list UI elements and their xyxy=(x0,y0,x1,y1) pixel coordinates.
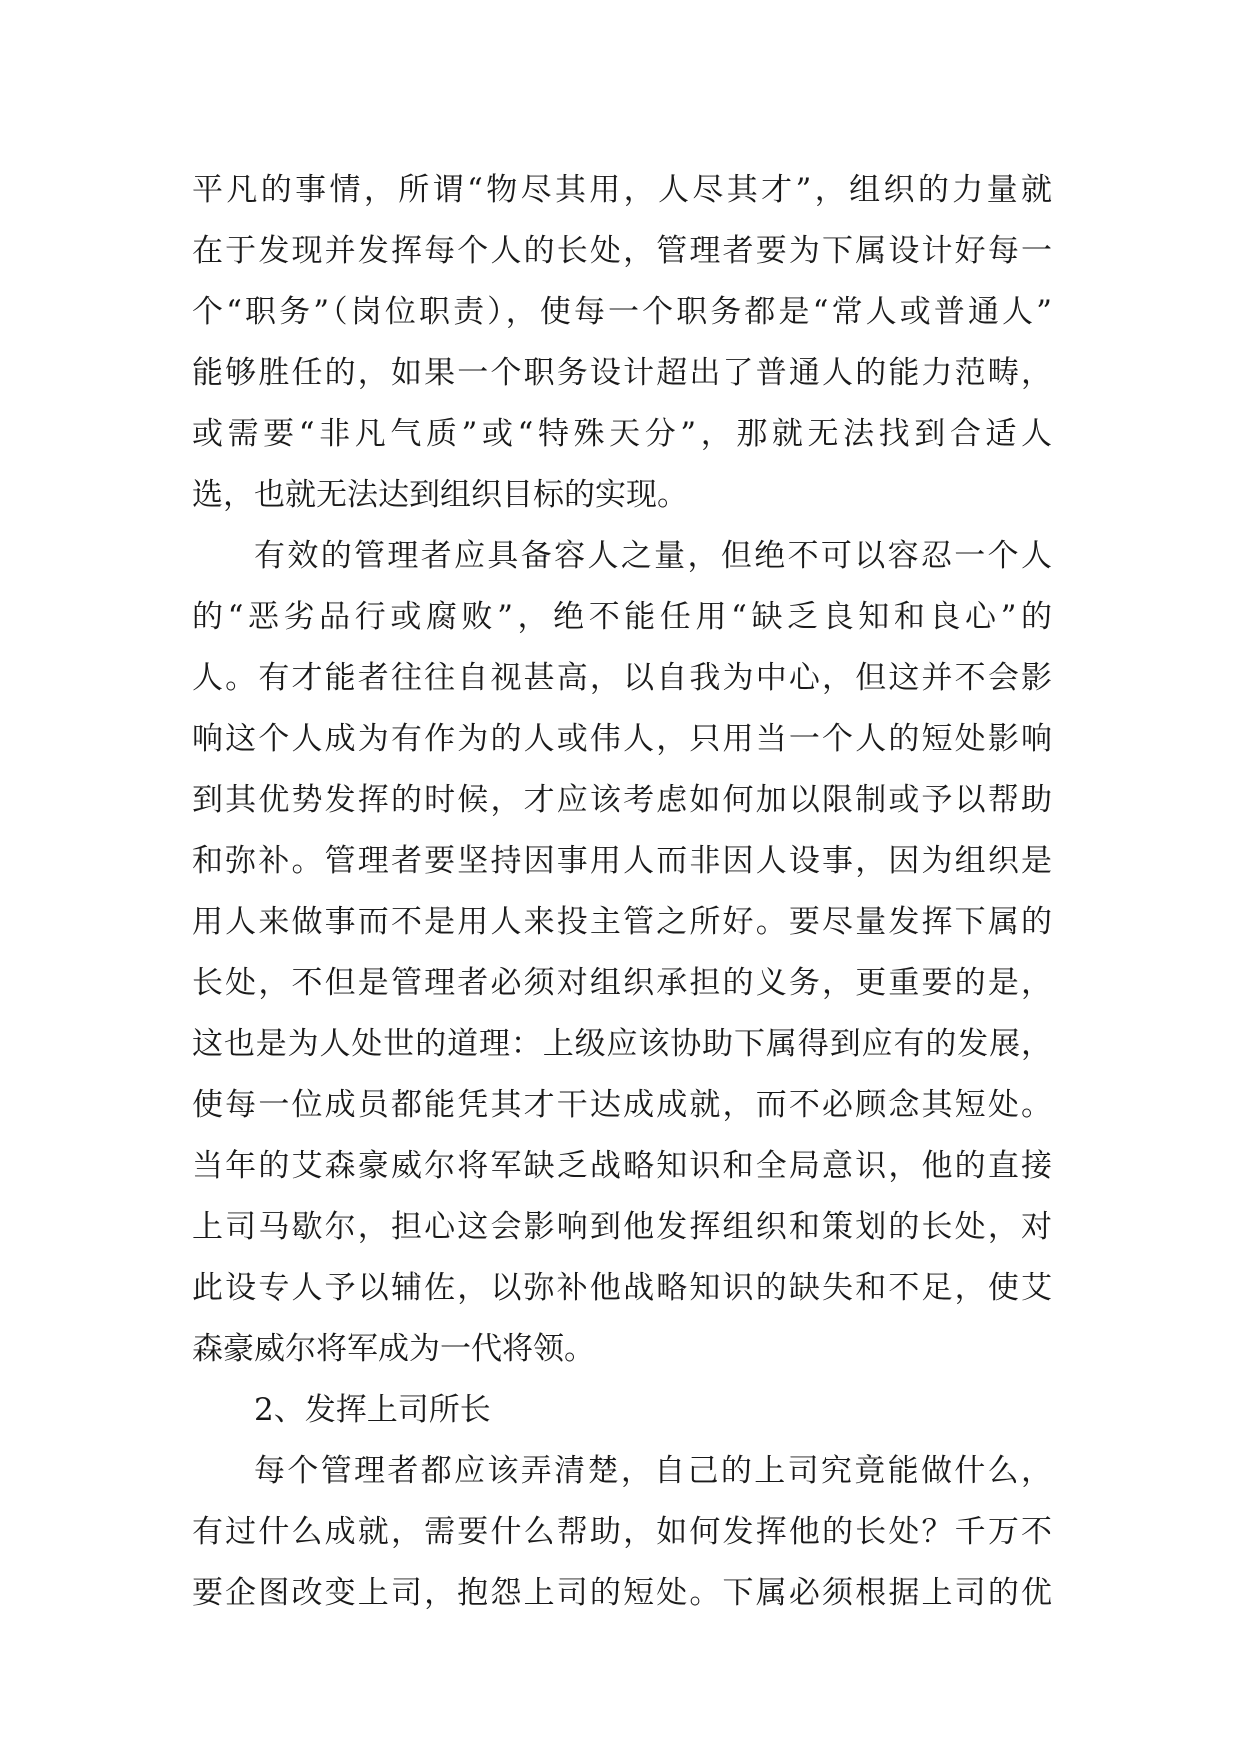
text-line: 人。有才能者往往自视甚高，以自我为中心，但这并不会影 xyxy=(192,660,1052,696)
text-line: 能够胜任的，如果一个职务设计超出了普通人的能力范畴， xyxy=(192,355,1052,391)
text-line: 在于发现并发挥每个人的长处，管理者要为下属设计好每一 xyxy=(192,233,1052,269)
text-line: 个“职务”（岗位职责），使每一个职务都是“常人或普通人” xyxy=(192,294,1052,330)
text-line: 此设专人予以辅佐，以弥补他战略知识的缺失和不足，使艾 xyxy=(192,1270,1052,1306)
text-line: 有效的管理者应具备容人之量，但绝不可以容忍一个人 xyxy=(254,538,1052,574)
body-text xyxy=(192,160,1052,1624)
text-line: 平凡的事情，所谓“物尽其用，人尽其才”，组织的力量就 xyxy=(192,172,1052,208)
text-line: 有过什么成就，需要什么帮助，如何发挥他的长处？千万不 xyxy=(192,1514,1052,1550)
text-line: 这也是为人处世的道理：上级应该协助下属得到应有的发展， xyxy=(192,1026,1052,1062)
text-line: 用人来做事而不是用人来投主管之所好。要尽量发挥下属的 xyxy=(192,904,1052,940)
text-line: 使每一位成员都能凭其才干达成成就，而不必顾念其短处。 xyxy=(192,1087,1052,1123)
text-line: 要企图改变上司，抱怨上司的短处。下属必须根据上司的优 xyxy=(192,1575,1052,1611)
text-line: 选，也就无法达到组织目标的实现。 xyxy=(192,477,688,513)
text-line: 的“恶劣品行或腐败”，绝不能任用“缺乏良知和良心”的 xyxy=(192,599,1052,635)
text-line: 或需要“非凡气质”或“特殊天分”，那就无法找到合适人 xyxy=(192,416,1052,452)
text-line: 长处，不但是管理者必须对组织承担的义务，更重要的是， xyxy=(192,965,1052,1001)
text-line: 当年的艾森豪威尔将军缺乏战略知识和全局意识，他的直接 xyxy=(192,1148,1052,1184)
text-line: 每个管理者都应该弄清楚，自己的上司究竟能做什么， xyxy=(254,1453,1052,1489)
section-heading: 2、发挥上司所长 xyxy=(254,1392,491,1428)
text-line: 和弥补。管理者要坚持因事用人而非因人设事，因为组织是 xyxy=(192,843,1052,879)
text-line: 森豪威尔将军成为一代将领。 xyxy=(192,1331,595,1367)
text-line: 响这个人成为有作为的人或伟人，只用当一个人的短处影响 xyxy=(192,721,1052,757)
text-line: 上司马歇尔，担心这会影响到他发挥组织和策划的长处，对 xyxy=(192,1209,1052,1245)
text-line: 到其优势发挥的时候，才应该考虑如何加以限制或予以帮助 xyxy=(192,782,1052,818)
